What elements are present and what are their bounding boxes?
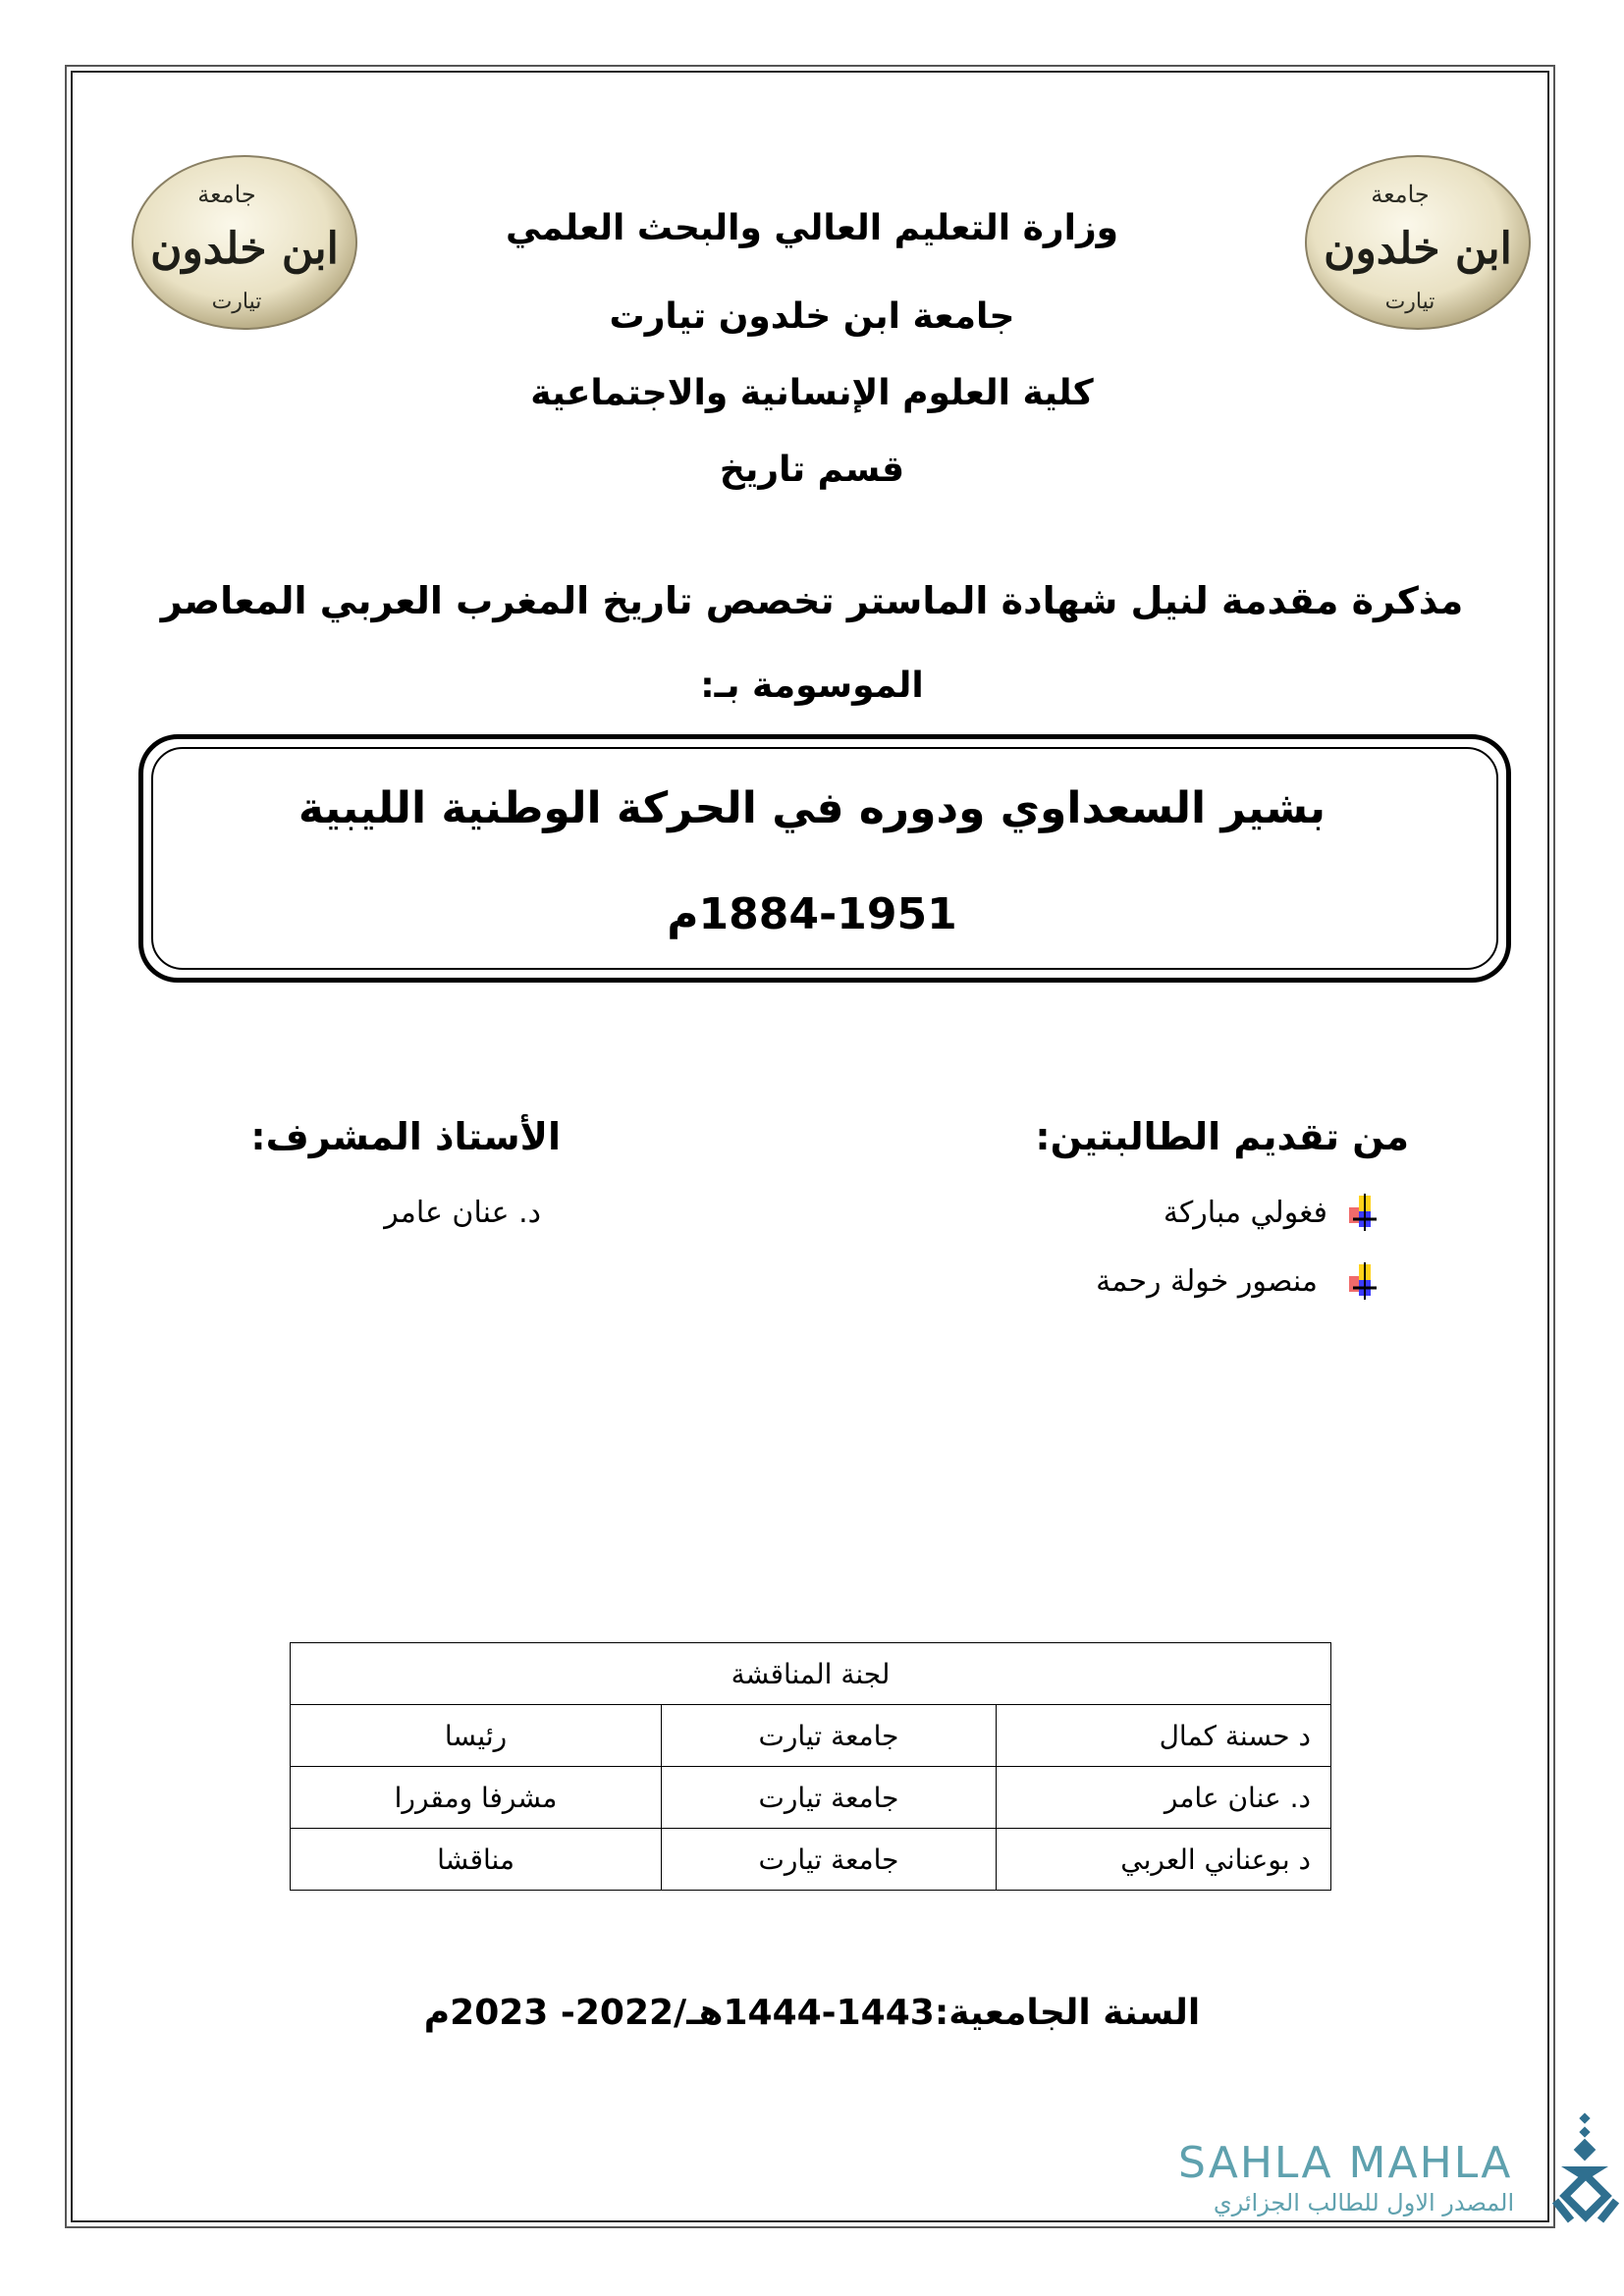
watermark-brand: SAHLA MAHLA: [1178, 2138, 1513, 2188]
member-institution: جامعة تيارت: [662, 1829, 997, 1891]
member-role: مشرفا ومقررا: [291, 1767, 662, 1829]
bullet-icon: [1347, 1194, 1377, 1233]
table-row: [291, 1705, 1331, 1767]
member-name: د حسنة كمال: [997, 1705, 1331, 1767]
faculty-name: كلية العلوم الإنسانية والاجتماعية: [530, 373, 1094, 413]
memo-titled-label: الموسومة بـ:: [700, 666, 924, 706]
member-institution: جامعة تيارت: [662, 1767, 997, 1829]
committee-heading: لجنة المناقشة: [291, 1643, 1331, 1705]
member-name: د. عنان عامر: [997, 1767, 1331, 1829]
watermark-tagline: المصدر الاول للطالب الجزائري: [1213, 2189, 1515, 2216]
watermark-logo-icon: [1551, 2112, 1620, 2228]
student-name-2: منصور خولة رحمة: [1096, 1264, 1318, 1299]
svg-text:تيارت: تيارت: [1384, 290, 1435, 314]
thesis-title: بشير السعداوي ودوره في الحركة الوطنية الليبية: [298, 783, 1326, 833]
committee-table: [290, 1642, 1331, 1891]
member-name: د بوعناني العربي: [997, 1829, 1331, 1891]
table-row: [291, 1829, 1331, 1891]
svg-text:ابن خلدون: ابن خلدون: [1324, 224, 1512, 274]
thesis-period: 1884-1951م: [667, 889, 957, 939]
svg-text:جامعة: جامعة: [1371, 181, 1430, 208]
bullet-icon: [1347, 1262, 1377, 1302]
thesis-title-box: [138, 734, 1511, 983]
department-name: قسم تاريخ: [719, 450, 905, 490]
svg-text:جامعة: جامعة: [197, 181, 256, 208]
academic-year: السنة الجامعية:1443-1444هـ/2022- 2023م: [423, 1993, 1201, 2033]
memo-description: مذكرة مقدمة لنيل شهادة الماستر تخصص تاريخ المغرب العربي المعاصر: [160, 579, 1464, 622]
table-row: [291, 1767, 1331, 1829]
university-name: جامعة ابن خلدون تيارت: [609, 296, 1015, 337]
supervisor-name: د. عنان عامر: [384, 1196, 541, 1230]
ministry-name: وزارة التعليم العالي والبحث العلمي: [505, 208, 1119, 248]
svg-text:تيارت: تيارت: [211, 290, 262, 314]
student-name-1: فغولي مباركة: [1163, 1196, 1327, 1230]
member-role: رئيسا: [291, 1705, 662, 1767]
table-header-row: [291, 1643, 1331, 1705]
supervisor-heading: الأستاذ المشرف:: [250, 1115, 561, 1158]
member-institution: جامعة تيارت: [662, 1705, 997, 1767]
students-heading: من تقديم الطالبتين:: [1035, 1115, 1409, 1158]
member-role: مناقشا: [291, 1829, 662, 1891]
svg-text:ابن خلدون: ابن خلدون: [150, 224, 339, 274]
